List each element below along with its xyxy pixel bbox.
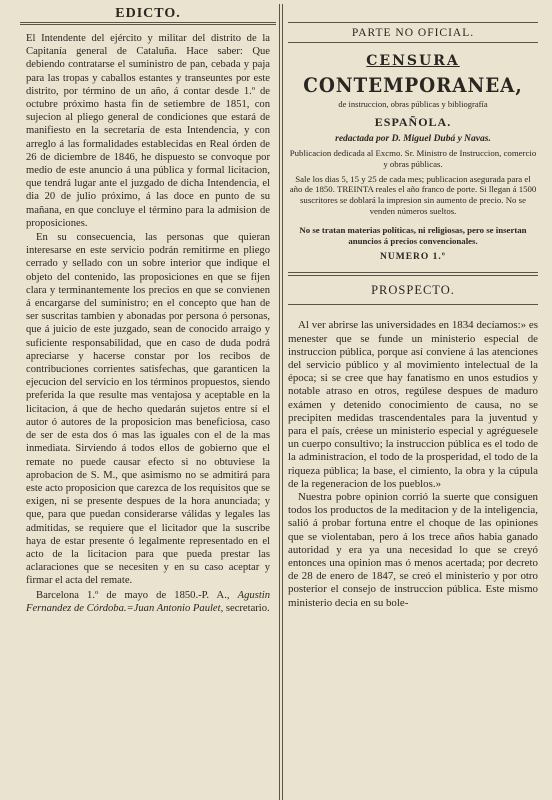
edict-title: EDICTO. [115,6,181,21]
section-header: PARTE NO OFICIAL. [288,22,538,43]
section-rule [288,275,538,276]
dedication-text: Publicacion dedicada al Excmo. Sr. Ministro de Instruccion, comercio y obras públicas. [289,148,537,169]
prospectus-paragraph: Nuestra pobre opinion corrió la suerte que consiguen todos los productos de la meditacion y de la inteligencia, salió á probar fortuna entre el choque de las opiniones que se violentaban, pero á los trece años habia ganado autoridad y era ya una necesidad lo que se creyó entonces una opinion mas ó menos acertada; por decreto de 28 de enero de 1847, se creó el ministerio y por otro posterior el consejo de instruccion pública. Este mismo ministerio decia en su bole- [288,491,538,609]
edict-paragraph: El Intendente del ejército y militar del distrito de la Capitanía general de Cataluña. Hace saber: Que debiendo contratarse el suministro de pan, cebada y paja para las tropas y caballos estantes y transeuntes por este distrito, por término de un año, á contar desde 1.º de octubre próximo hasta fin de setiembre de 1851, con sujecion al pliego general de condiciones que estará de manifiesto en la secretaría de esta Intendencia, y con arreglo á las formalidades establecidas en Real órden de 26 de diciembre de 1846, he dispuesto se convoque por medio de este anuncio á una pública y formal licitacion, que tendrá lugar ante el juzgado de dicha Intendencia, el dia 20 de julio próximo, á las doce en punto de su mañana, en que concluye el término para la admision de proposiciones. [26,33,270,229]
prospectus-paragraph: Al ver abrirse las universidades en 1834 decíamos:» es menester que se funde un ministerio especial de instruccion pública, porque así conviene á las atenciones del servicio público y al movimiento intelectual de la época; si se cree que hay fanatismo en unos estudios y notable atraso en otros, regúlese despues de maduro exámen y detenido conocimiento de causa, no se precipiten medidas trascendentales para la juventud y para el país, créese un ministerio especial y agréguesele un cuerpo consultivo; la instruccion pública es el todo de la administracion, el todo de la prosperidad, el todo de la riqueza pública; la base, el cimiento, la obra y la cúpula de la regeneracion de los pueblos.» [288,319,538,490]
section-rule [288,304,538,305]
editor-line: redactada por D. Miguel Dubá y Navas. [335,134,491,144]
signature-role: , secretario. [220,602,270,614]
masthead-line1: CENSURA [366,53,460,69]
signature: Agustin Fernandez de Córdoba.=Juan Antonio Paulet [26,589,270,614]
section-rule [288,272,538,273]
left-column [26,6,270,615]
masthead-line2: CONTEMPORANEA, [303,73,523,97]
issue-number: NUMERO 1.º [380,252,446,263]
notice-text: No se tratan materias políticas, ni religiosas, pero se insertan anuncios á precios convencionales. [299,224,527,246]
edict-closing [26,589,270,615]
prospectus-title: PROSPECTO. [371,283,455,298]
closing-date: Barcelona 1.º de mayo de 1850.-P. A., [36,589,238,601]
subscription-text: Sale los dias 5, 15 y 25 de cada mes; publicacion asegurada para el año de 1850. TREINTA reales el año franco de porte. Si llegan á 1500 suscritores se doblará la impresion sin aumento de precio. No se venden números sueltos. [289,173,537,216]
masthead-espanola: ESPAÑOLA. [374,115,452,129]
column-divider [279,4,280,800]
edict-paragraph: En su consecuencia, las personas que quieran interesarse en este servicio podrán remitirme en pliego cerrado y sellado con un sobre interior que indique el objeto del contenido, las proposiciones en que se fijen clara y terminantemente los precios en que se convienen á encargarse del suministro; en el concepto que han de ser suscritas tambien y abonadas por persona ó personas, que á juicio de este juzgado, sean de conocido arraigo y suficiente responsabilidad, que en caso de duda podrá apreciarse y hacerse constar por los recibos de contribuciones corrientes satisfechas, que garanticen la ejecucion del servicio en los términos propuestos, siendo preferida la que resulte mas ventajosa y aceptable en la licitacion, á que de hecho quedarán sujetos entre sí el autor ó autores de la proposicion mas beneficiosa, caso de ser de esta dos ó mas las iguales con el de la mas inmediata. Sirviendo á todos ellos de gobierno que el remate no puede causar efecto si no obtuviese la aprobacion de S. M., que asimismo no se admitirá para este acto proposicion que carezca de los requisitos que se exigen, ni se presente despues de la hora anunciada; y que, para que puedan considerarse válidas y legales las admitidas, se requiere que el licitador que la suscribe haya de estar presente ó legalmente representado en el acto de la licitacion para que pueda prestar las aclaraciones que se necesiten y en su caso aceptar y firmar el acta del remate. [26,232,270,587]
masthead-subtitle: de instruccion, obras públicas y bibliografía [338,99,488,109]
right-column [288,6,538,610]
column-divider [282,4,283,800]
